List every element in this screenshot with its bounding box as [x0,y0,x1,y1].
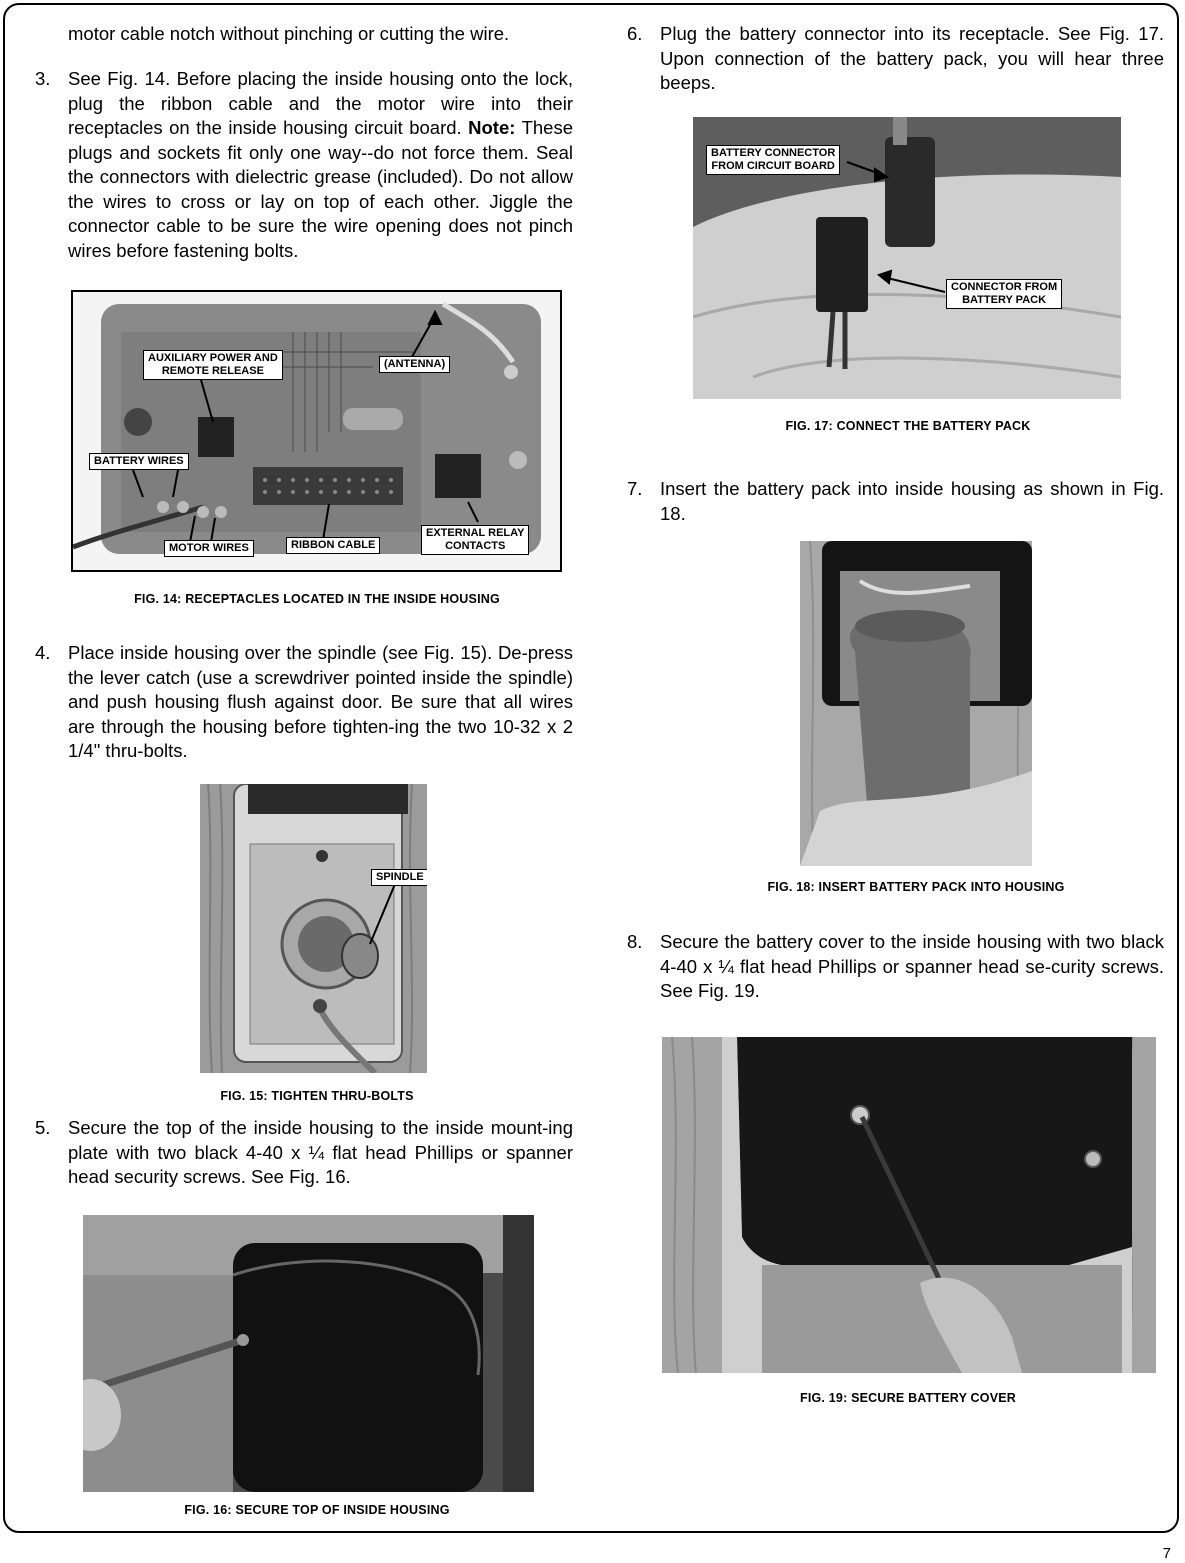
label-board-connector: BATTERY CONNECTOR FROM CIRCUIT BOARD [706,145,840,175]
step-number: 6. [627,23,643,44]
step-5 [35,1116,573,1190]
fig15-caption: FIG. 15: TIGHTEN THRU-BOLTS [220,1089,414,1103]
label-spindle: SPINDLE [371,869,427,886]
fig16-caption: FIG. 16: SECURE TOP OF INSIDE HOUSING [184,1503,450,1517]
step-text-cont: These plugs and sockets fit only one way--do not force them. Seal the connectors with dielectric grease (included). Do not allow the wires to cross or lay on top of each other. Jiggle the connector cable to be sure the wire opening does not pinch wires before fastening bolts. [68,117,573,261]
label-ribbon-cable: RIBBON CABLE [286,537,380,554]
note-label: Note: [468,117,516,138]
fig16-photo [83,1215,534,1492]
step-2-continuation: motor cable notch without pinching or cutting the wire. [68,23,510,44]
step-text: Secure the top of the inside housing to the inside mount-ing plate with two black 4-40 x ¼ flat head Phillips or spanner head security screws. See Fig. 16. [68,1117,573,1187]
fig18-caption: FIG. 18: INSERT BATTERY PACK INTO HOUSING [767,880,1065,894]
fig19-photo [662,1037,1156,1373]
step-text: See Fig. 14. Before placing the inside housing onto the lock, plug the ribbon cable and the motor wire into their receptacles on the inside housing circuit board. [68,68,573,138]
step-text: Place inside housing over the spindle (see Fig. 15). De-press the lever catch (use a screwdriver pointed inside the spindle) and push housing flush against door. Be sure that all wires are through the housing before tighten-ing the two 10-32 x 2 1/4" thru-bolts. [68,642,573,761]
step-7 [627,477,1164,526]
label-battery-wires: BATTERY WIRES [89,453,189,470]
fig19-caption: FIG. 19: SECURE BATTERY COVER [799,1391,1017,1405]
step-number: 8. [627,931,643,952]
step-number: 3. [35,68,51,89]
fig14-photo [71,290,562,572]
label-relay-contacts: EXTERNAL RELAY CONTACTS [421,525,529,555]
fig14-caption: FIG. 14: RECEPTACLES LOCATED IN THE INSIDE HOUSING [134,592,500,606]
step-number: 5. [35,1117,51,1138]
step-number: 4. [35,642,51,663]
step-6 [627,22,1164,96]
label-aux-power: AUXILIARY POWER AND REMOTE RELEASE [143,350,283,380]
step-3 [35,67,573,263]
step-4 [35,641,573,764]
step-8 [627,930,1164,1004]
step-text: Plug the battery connector into its receptacle. See Fig. 17. Upon connection of the battery pack, you will hear three beeps. [660,23,1164,93]
fig17-photo [693,117,1121,399]
step-text: Secure the battery cover to the inside housing with two black 4-40 x ¼ flat head Phillips or spanner head se-curity screws. See Fig. 19. [660,931,1164,1001]
label-antenna: (ANTENNA) [379,356,450,373]
label-motor-wires: MOTOR WIRES [164,540,254,557]
fig18-photo [800,541,1032,866]
step-number: 7. [627,478,643,499]
label-pack-connector: CONNECTOR FROM BATTERY PACK [946,279,1062,309]
fig15-photo [200,784,427,1073]
page-number: 7 [1162,1545,1171,1562]
fig17-caption: FIG. 17: CONNECT THE BATTERY PACK [785,419,1031,433]
step-text: Insert the battery pack into inside housing as shown in Fig. 18. [660,478,1164,524]
